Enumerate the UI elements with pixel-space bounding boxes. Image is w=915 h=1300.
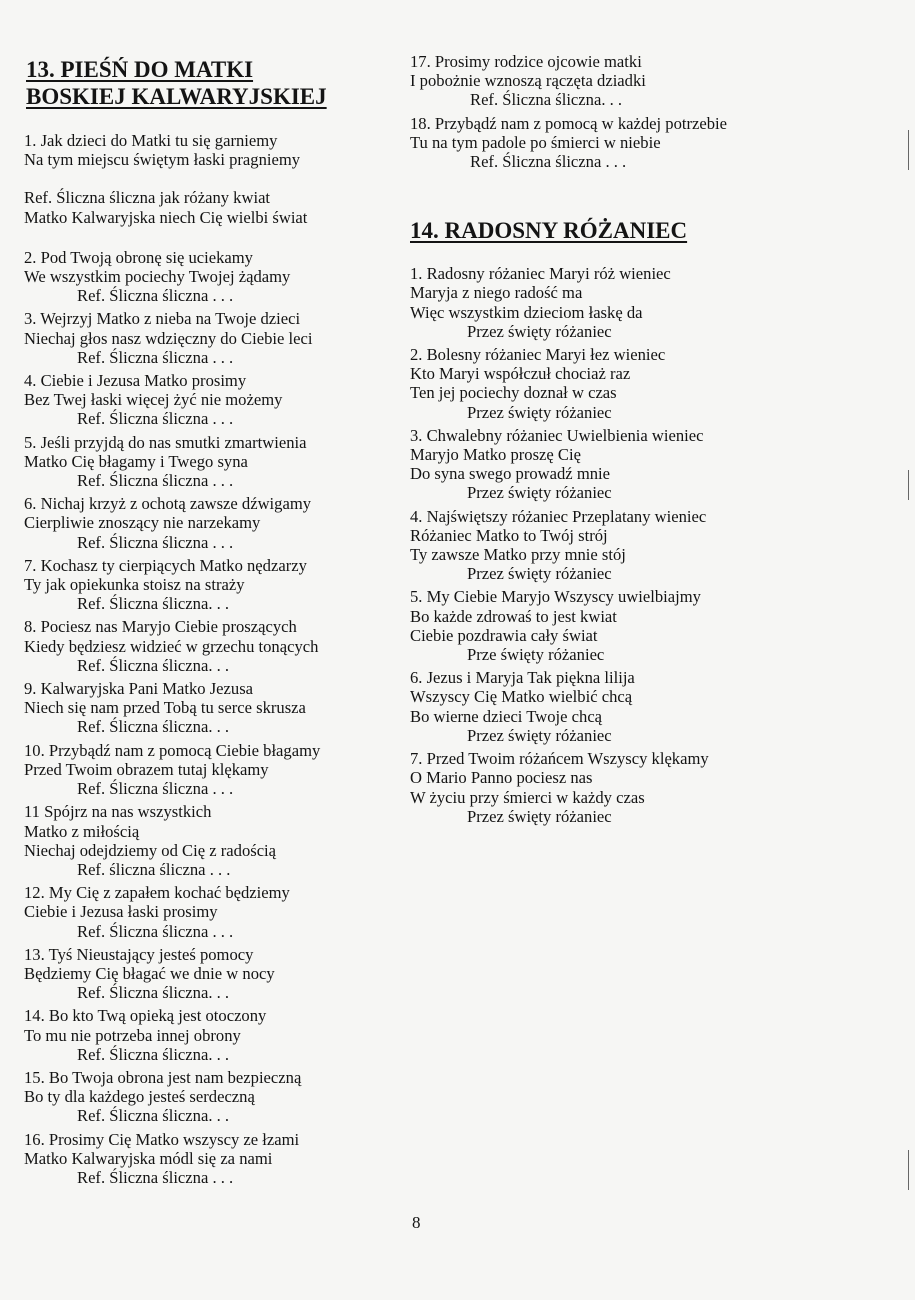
verse-line: Cierpliwie znoszący nie narzekamy [24, 513, 261, 533]
verse-line: 1. Jak dzieci do Matki tu się garniemy [24, 131, 278, 150]
verse-line: I pobożnie wznoszą rączęta dziadki [410, 71, 646, 91]
verse-line: 4. Najświętszy różaniec Przeplatany wieniec [410, 506, 707, 526]
verse-line: Do syna swego prowadź mnie [410, 464, 611, 484]
verse-block [24, 741, 399, 799]
verse-block [24, 802, 399, 879]
verse-line: 7. Kochasz ty cierpiących Matko nędzarzy [24, 555, 307, 575]
verse-line: Bo ty dla każdego jesteś serdeczną [24, 1087, 255, 1107]
verse-line: Matko Cię błagamy i Twego syna [24, 451, 248, 471]
verse-line: 16. Prosimy Cię Matko wszyscy ze łzami [24, 1129, 300, 1149]
verse-line: 18. Przybądź nam z pomocą w każdej potrzebie [410, 113, 727, 133]
verse-line: Ty zawsze Matko przy mnie stój [410, 545, 626, 565]
refrain-ref: Ref. śliczna śliczna . . . [77, 859, 231, 879]
refrain-ref: Ref. Śliczna śliczna . . . [77, 779, 234, 799]
verse-line: Bez Twej łaski więcej żyć nie możemy [24, 390, 283, 410]
scan-edge-mark [908, 1150, 909, 1190]
verse-block [24, 433, 399, 491]
refrain-ref: Ref. Śliczna śliczna . . . [77, 347, 234, 367]
verse-block [24, 1006, 399, 1064]
verse-line: 17. Prosimy rodzice ojcowie matki [410, 52, 642, 71]
refrain-line: Ref. Śliczna śliczna jak różany kwiat [24, 188, 271, 208]
verse-block [24, 679, 399, 737]
verse-block [24, 309, 399, 367]
refrain-ref: Ref. Śliczna śliczna. . . [77, 983, 230, 1003]
refrain-ref: Ref. Śliczna śliczna. . . [77, 1106, 230, 1126]
verse-block [410, 345, 810, 422]
verse-line: Więc wszystkim dzieciom łaskę da [410, 302, 643, 322]
verse-line: W życiu przy śmierci w każdy czas [410, 787, 645, 807]
verse-block [410, 668, 810, 745]
song-13-continued-verses [410, 52, 810, 171]
refrain-line: Matko Kalwaryjska niech Cię wielbi świat [24, 207, 308, 227]
verse-block [24, 617, 399, 675]
verse-line: 9. Kalwaryjska Pani Matko Jezusa [24, 679, 254, 699]
chorus-line: Przez święty różaniec [467, 402, 612, 422]
verse-line: Niech się nam przed Tobą tu serce skrusza [24, 698, 306, 718]
refrain-ref: Ref. Śliczna śliczna . . . [77, 409, 234, 429]
verse-line: Ciebie i Jezusa łaski prosimy [24, 902, 218, 922]
refrain-ref: Ref. Śliczna śliczna. . . [77, 655, 230, 675]
verse-block [24, 945, 399, 1003]
refrain-ref: Ref. Śliczna śliczna . . . [77, 532, 234, 552]
scan-edge-mark [908, 470, 909, 500]
verse-line: 8. Pociesz nas Maryjo Ciebie proszących [24, 617, 297, 637]
verse-line: Maryjo Matko proszę Cię [410, 445, 581, 465]
verse-line: 5. My Ciebie Maryjo Wszyscy uwielbiajmy [410, 587, 701, 607]
verse-line: 13. Tyś Nieustający jesteś pomocy [24, 944, 254, 964]
verse-line: Tu na tym padole po śmierci w niebie [410, 132, 661, 152]
refrain-ref: Ref. Śliczna śliczna. . . [77, 717, 230, 737]
verse-line: Różaniec Matko to Twój strój [410, 525, 608, 545]
verse-line: 4. Ciebie i Jezusa Matko prosimy [24, 371, 247, 391]
verse-line: To mu nie potrzeba innej obrony [24, 1025, 241, 1045]
verse-block [410, 264, 810, 341]
verse-line: 7. Przed Twoim różańcem Wszyscy klękamy [410, 749, 709, 769]
page-number: 8 [412, 1213, 421, 1232]
verse-block [24, 556, 399, 614]
verse-line: Kto Maryi współczuł chociaż raz [410, 364, 631, 384]
song-14-verses [410, 264, 810, 826]
verse-line: 10. Przybądź nam z pomocą Ciebie błagamy [24, 740, 321, 760]
chorus-line: Prze święty różaniec [467, 645, 605, 665]
verse-line: 6. Jezus i Maryja Tak piękna lilija [410, 668, 635, 688]
refrain-ref: Ref. Śliczna śliczna. . . [470, 90, 623, 110]
verse-line: Maryja z niego radość ma [410, 283, 583, 303]
verse-line: Niechaj odejdziemy od Cię z radością [24, 840, 277, 860]
verse-line: 3. Chwalebny różaniec Uwielbienia wieniec [410, 425, 704, 445]
verse-block [24, 248, 399, 306]
refrain-ref: Ref. Śliczna śliczna. . . [77, 594, 230, 614]
chorus-line: Przez święty różaniec [467, 321, 612, 341]
verse-line: 2. Pod Twoją obronę się uciekamy [24, 247, 253, 267]
verse-line: 1. Radosny różaniec Maryi róż wieniec [410, 264, 671, 284]
verse-line: Ten jej pociechy doznał w czas [410, 383, 617, 403]
verse-line: 12. My Cię z zapałem kochać będziemy [24, 883, 290, 903]
chorus-line: Przez święty różaniec [467, 483, 612, 503]
refrain-ref: Ref. Śliczna śliczna . . . [77, 286, 234, 306]
verse-line: 5. Jeśli przyjdą do nas smutki zmartwienia [24, 432, 307, 452]
verse-block [24, 1068, 399, 1126]
verse-line: Bo wierne dzieci Twoje chcą [410, 706, 603, 726]
chorus-line: Przez święty różaniec [467, 564, 612, 584]
scan-edge-mark [908, 130, 909, 170]
left-column [24, 52, 399, 1187]
verse-line: Wszyscy Cię Matko wielbić chcą [410, 687, 633, 707]
verse-line: 15. Bo Twoja obrona jest nam bezpieczną [24, 1067, 302, 1087]
verse-line: Kiedy będziesz widzieć w grzechu tonących [24, 636, 319, 656]
verse-line: Przed Twoim obrazem tutaj klękamy [24, 759, 269, 779]
chorus-line: Przez święty różaniec [467, 806, 612, 826]
verse-line: 2. Bolesny różaniec Maryi łez wieniec [410, 345, 666, 365]
verse-block [410, 507, 810, 584]
chorus-line: Przez święty różaniec [467, 725, 612, 745]
verse-block [410, 426, 810, 503]
verse-block [410, 587, 810, 664]
verse-block [410, 749, 810, 826]
verse-line: Niechaj głos nasz wdzięczny do Ciebie leci [24, 328, 313, 348]
verse-line: 14. Bo kto Twą opieką jest otoczony [24, 1006, 267, 1026]
verse-block [24, 1130, 399, 1188]
verse-line: 3. Wejrzyj Matko z nieba na Twoje dzieci [24, 309, 301, 329]
verse-line: Matko Kalwaryjska módl się za nami [24, 1148, 273, 1168]
verse-line: Będziemy Cię błagać we dnie w nocy [24, 963, 275, 983]
refrain-ref: Ref. Śliczna śliczna . . . [470, 152, 627, 172]
verse-line: Ciebie pozdrawia cały świat [410, 625, 598, 645]
verse-line: Matko z miłością [24, 821, 140, 841]
song-14-title: 14. RADOSNY RÓŻANIEC [410, 218, 688, 244]
verse-block [24, 883, 399, 941]
verse-line: We wszystkim pociechy Twojej żądamy [24, 267, 291, 287]
refrain-ref: Ref. Śliczna śliczna . . . [77, 921, 234, 941]
verse-line: 11 Spójrz na nas wszystkich [24, 802, 212, 822]
verse-line: 6. Nichaj krzyż z ochotą zawsze dźwigamy [24, 494, 312, 514]
verse-block [24, 494, 399, 552]
verse-line: O Mario Panno pociesz nas [410, 768, 593, 788]
refrain-ref: Ref. Śliczna śliczna . . . [77, 1167, 234, 1187]
verse-block [24, 371, 399, 429]
right-column [410, 52, 810, 826]
verse-line: Bo każde zdrowaś to jest kwiat [410, 606, 617, 626]
refrain-ref: Ref. Śliczna śliczna. . . [77, 1044, 230, 1064]
verse-line: Na tym miejscu świętym łaski pragniemy [24, 150, 301, 170]
left-verses [24, 248, 399, 1187]
song-13-title [26, 56, 399, 110]
song-13-title-line2: BOSKIEJ KALWARYJSKIEJ [26, 84, 327, 109]
verse-line: Ty jak opiekunka stoisz na straży [24, 575, 245, 595]
song-13-title-line1: 13. PIEŚŃ DO MATKI [26, 57, 254, 82]
refrain-ref: Ref. Śliczna śliczna . . . [77, 471, 234, 491]
